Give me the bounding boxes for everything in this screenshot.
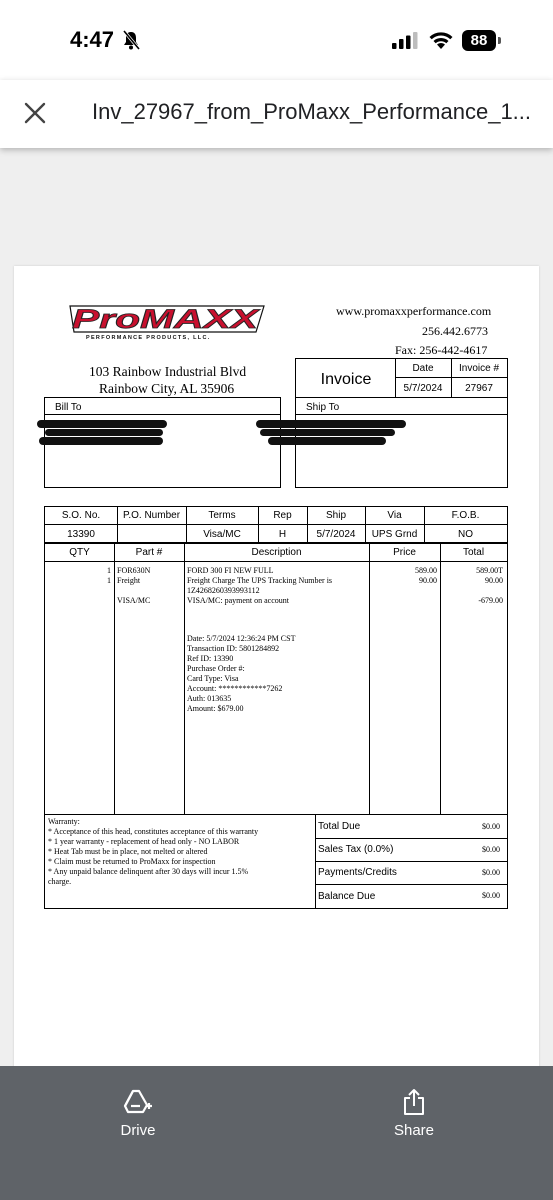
invoice-page [14,266,539,1094]
warranty-line: * Claim must be returned to ProMaxx for inspection [48,857,216,866]
item-description: Freight Charge The UPS Tracking Number is [187,576,333,585]
redacted-bill-to [37,420,167,428]
order-value: 13390 [67,529,95,540]
date-header: Date [412,363,434,374]
warranty-line: charge. [48,877,72,886]
invoice-title: Invoice [320,371,372,388]
total-value: $0.00 [482,845,500,854]
bill-to-box [44,397,281,488]
transaction-line: Card Type: Visa [187,674,239,683]
total-value: $0.00 [482,868,500,877]
warranty-line: * Acceptance of this head, constitutes acceptance of this warranty [48,827,259,836]
ship-to-label: Ship To [306,402,340,413]
transaction-line: Purchase Order #: [187,664,245,673]
status-bar [0,0,553,80]
warranty-line: * 1 year warranty - replacement of head only - NO LABOR [48,837,240,846]
transaction-line: Date: 5/7/2024 12:36:24 PM CST [187,634,296,643]
item-part: VISA/MC [117,596,151,605]
silent-bell-icon [122,30,140,50]
item-header: Description [251,547,302,558]
bill-to-label: Bill To [55,402,82,413]
order-header: Ship [325,510,346,521]
share-button[interactable] [354,1088,474,1139]
redacted-bill-to [39,437,163,445]
redacted-ship-to [256,420,406,428]
line-items-table [44,543,508,815]
transaction-line: Amount: $679.00 [187,704,244,713]
total-label: Payments/Credits [318,867,397,878]
svg-text:ProMAXX: ProMAXX [72,304,261,334]
warranty-line: * Any unpaid balance delinquent after 30 days will incur 1.5% [48,867,249,876]
order-header: Via [387,510,402,521]
redacted-bill-to [45,429,163,436]
item-price: 90.00 [419,576,437,585]
warranty-line: Warranty: [48,817,80,826]
order-header: P.O. Number [122,510,181,521]
transaction-line: Auth: 013635 [187,694,232,703]
item-total: 90.00 [485,576,503,585]
share-label: Share [393,1122,435,1139]
item-qty: 1 [107,576,111,585]
order-value: 5/7/2024 [316,529,356,540]
invoice-date: 5/7/2024 [403,383,443,394]
share-icon [401,1088,427,1116]
promaxx-logo [68,302,268,342]
order-header: Terms [208,510,236,521]
item-description: VISA/MC: payment on account [187,596,289,605]
transaction-line: Transaction ID: 5801284892 [187,644,280,653]
item-header: Price [393,547,416,558]
item-price: 589.00 [415,566,437,575]
invoice-header-box [295,358,508,398]
add-to-drive-icon [123,1088,153,1116]
item-header: Total [462,547,485,558]
bottom-action-bar [0,1066,553,1200]
invoice-number: 27967 [465,383,493,394]
order-header: Rep [273,510,292,521]
item-total: 589.00T [476,566,503,575]
item-description: FORD 300 FI NEW FULL [187,566,274,575]
order-value: UPS Grnd [371,529,418,540]
battery-level: 88 [462,30,496,51]
order-info-table [44,506,508,543]
order-header: S.O. No. [61,510,101,521]
item-part: FOR630N [117,566,151,575]
ship-to-box [295,397,508,488]
invoice-number-header: Invoice # [458,363,500,374]
total-value: $0.00 [482,822,500,831]
redacted-ship-to [268,437,386,445]
transaction-line: Ref ID: 13390 [187,654,234,663]
company-fax: Fax: 256-442-4617 [395,343,488,357]
total-label: Balance Due [318,891,376,902]
item-header: Part # [135,547,163,558]
item-part: Freight [117,576,141,585]
warranty-totals-box [44,814,508,909]
order-value: Visa/MC [203,529,241,540]
warranty-line: * Heat Tab must be in place, not melted or altered [48,847,208,856]
total-label: Total Due [318,821,361,832]
battery-icon [462,30,502,51]
company-address-line1: 103 Rainbow Industrial Blvd [89,364,247,379]
document-viewer[interactable] [0,148,553,1066]
company-address-line2: Rainbow City, AL 35906 [99,381,235,396]
app-header [0,80,553,148]
total-value: $0.00 [482,891,500,900]
order-header: F.O.B. [451,510,480,521]
redacted-ship-to [260,429,395,436]
total-label: Sales Tax (0.0%) [318,844,394,855]
cellular-signal-icon [392,32,418,49]
svg-text:PERFORMANCE PRODUCTS, LLC.: PERFORMANCE PRODUCTS, LLC. [86,335,211,341]
company-phone: 256.442.6773 [422,324,488,338]
item-total: -679.00 [478,596,503,605]
status-time: 4:47 [70,27,115,52]
drive-label: Drive [120,1122,156,1139]
item-description: 1Z4268260393993112 [187,586,260,595]
order-value: H [278,529,287,540]
order-value: NO [458,529,473,540]
item-qty: 1 [107,566,111,575]
transaction-line: Account: ************7262 [187,684,283,693]
close-icon[interactable] [22,100,48,126]
company-website: www.promaxxperformance.com [336,304,492,318]
item-header: QTY [69,547,90,558]
wifi-icon [428,30,454,50]
document-title: Inv_27967_from_ProMaxx_Performance_1... [92,99,532,124]
drive-button[interactable] [78,1088,198,1139]
